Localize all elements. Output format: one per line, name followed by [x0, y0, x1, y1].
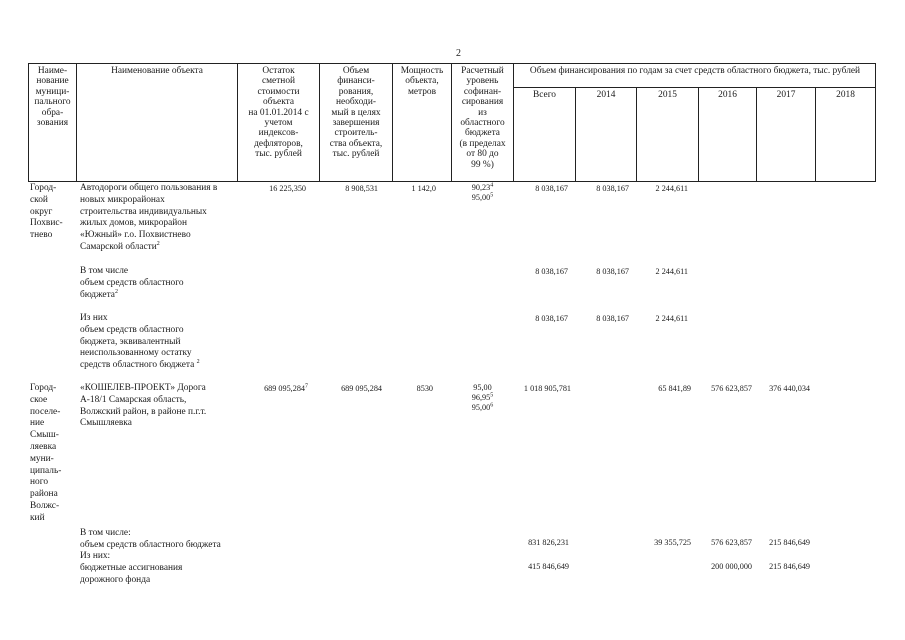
row3-total: 8 038,167 [535, 314, 568, 323]
row1-municipality: Город- ской округ Похвис- тнево [30, 183, 63, 241]
row2-total: 8 038,167 [535, 267, 568, 276]
header-municipality: Наиме- нование муници- пального обра- зования [34, 66, 71, 129]
col-line-1 [76, 63, 77, 182]
row4-municipality: Город- ское поселе- ние Смыш- ляевка муни- ципаль- ного района Волжс- кий [30, 383, 62, 523]
row4-2016: 576 623,857 [711, 384, 752, 393]
row4-2015: 65 841,89 [658, 384, 691, 393]
years-header-divider [513, 87, 876, 88]
row4-object-name: «КОШЕЛЕВ-ПРОЕКТ» Дорога А-18/1 Самарская область, Волжский район, в районе п.г.т. Смышляевка [80, 383, 207, 429]
header-year-2014: 2014 [596, 90, 616, 100]
row2-2014: 8 038,167 [596, 267, 629, 276]
header-capacity: Мощность объекта, метров [400, 66, 444, 97]
row4-cofinancing: 95,00 96,95$^5$ 95,00$^6$ [471, 383, 494, 412]
row4-capacity: 8530 [416, 384, 433, 393]
header-object-name: Наименование объекта [111, 66, 203, 76]
header-year-2015: 2015 [658, 90, 677, 100]
row1-cofinancing: 90,23$^4$ 95,00$^5$ [471, 182, 494, 202]
row1-2015: 2 244,611 [655, 184, 688, 193]
col-line-7 [575, 87, 576, 182]
row5-label: В том числе: объем средств областного бюджета [80, 528, 221, 550]
row3-2014: 8 038,167 [596, 314, 629, 323]
col-line-11 [815, 87, 816, 182]
row4-2017: 376 440,034 [769, 384, 810, 393]
row4-total: 1 018 905,781 [523, 384, 571, 393]
row6-total: 415 846,649 [528, 562, 569, 571]
row3-label: Из них объем средств областного бюджета, эквивалентный неиспользованному остатку средств областного бюджета $^2$ [80, 313, 200, 371]
header-year-2018: 2018 [836, 90, 855, 100]
header-year-2016: 2016 [718, 90, 737, 100]
col-line-8 [636, 87, 637, 182]
row4-financing-volume: 689 095,284 [341, 384, 382, 393]
col-line-10 [756, 87, 757, 182]
row1-object-name: Автодороги общего пользования в новых микрорайонах строительства индивидуальных жилых домов, микрорайон «Южный» г.о. Похвистнево Самарской области$^2$ [80, 183, 218, 252]
row1-remaining-cost: 16 225,350 [269, 184, 306, 193]
row6-label: Из них: бюджетные ассигнования дорожного фонда [80, 551, 183, 585]
row4-remaining-cost: 689 095,284$^7$ [264, 383, 308, 393]
row2-2015: 2 244,611 [655, 267, 688, 276]
col-line-12 [875, 63, 876, 182]
row2-label: В том числе объем средств областного бюджета$^2$ [80, 266, 184, 300]
header-year-total: Всего [533, 90, 556, 100]
row1-capacity: 1 142,0 [411, 184, 436, 193]
row6-2016: 200 000,000 [711, 562, 752, 571]
header-bottom-border [28, 181, 876, 182]
page-number: 2 [456, 48, 461, 59]
table-top-border [28, 63, 876, 64]
header-budget-group: Объем финансирования по годам за счет средств областного бюджета, тыс. рублей [529, 66, 861, 76]
col-line-9 [698, 87, 699, 182]
row1-2014: 8 038,167 [596, 184, 629, 193]
row5-2015: 39 355,725 [654, 538, 691, 547]
row5-2016: 576 623,857 [711, 538, 752, 547]
row1-total: 8 038,167 [535, 184, 568, 193]
header-year-2017: 2017 [776, 90, 796, 100]
row6-2017: 215 846,649 [769, 562, 810, 571]
row3-2015: 2 244,611 [655, 314, 688, 323]
header-remaining-cost: Остаток сметной стоимости объекта на 01.01.2014 с учетом индексов- дефляторов, тыс. рублей [248, 66, 309, 160]
row1-financing-volume: 8 908,531 [345, 184, 378, 193]
col-line-6 [513, 63, 514, 182]
header-cofinancing: Расчетный уровень софинан- сирования из областного бюджета (в пределах от 80 до 99 %) [459, 66, 506, 170]
header-financing-volume: Объем финанси- рования, необходи- мый в целях завершения строитель- ства объекта, тыс. рублей [329, 66, 383, 160]
row5-2017: 215 846,649 [769, 538, 810, 547]
row5-total: 831 826,231 [528, 538, 569, 547]
